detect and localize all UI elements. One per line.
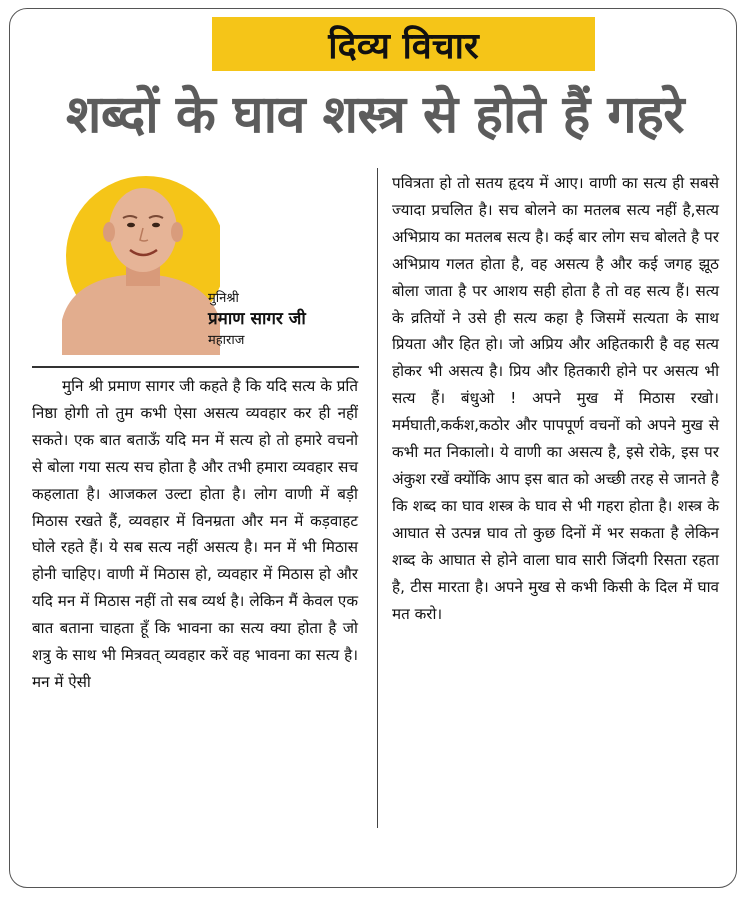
section-title: दिव्य विचार (328, 25, 479, 67)
article-left-column (32, 373, 358, 696)
portrait-ear-left (103, 222, 115, 242)
article-right-column (392, 170, 719, 627)
author-suffix: महाराज (208, 333, 245, 348)
article-right-text: पवित्रता हो तो सतय हृदय में आए। वाणी का सत्य ही सबसे ज्यादा प्रचलित है। सच बोलने का मतलब सत्य नहीं है,सत्य अभिप्राय का मतलब सत्य है। कई बार लोग सच बोलते है पर अभिप्राय गलत होता है, वह असत्य है और कई जगह झूठ बोला जाता है पर आशय सही होता है तो वह सत्य हैं। सत्य के व्रतियों ने उसे ही सत्य कहा है जिसमें सत्यता के साथ प्रियता और हित हो। जो अप्रिय और अहितकारी है वह सत्य होकर भी असत्य है। प्रिय और हितकारी होने पर असत्य भी सत्य हैं। बंधुओ ! अपने मुख में मिठास रखो। मर्मघाती,कर्कश,कठोर और पापपूर्ण वचनों को अपने मुख से कभी मत निकालो। ये वाणी का असत्य है, इसे रोके, इस पर अंकुश रखें क्योंकि आप इस बात को अच्छी तरह से जानते है कि शब्द का घाव शस्त्र के घाव से भी गहरा होता है। शस्त्र के आघात से उत्पन्न घाव तो कुछ दिनों में भर सकता है लेकिन शब्द के आघात से होने वाला घाव सारी जिंदगी रिसता रहता है, टीस मारता है। अपने मुख से कभी किसी के दिल में घाव मत करो। (392, 174, 719, 623)
portrait-eye-right (152, 223, 160, 228)
portrait-photo (60, 170, 220, 355)
section-banner (212, 17, 595, 71)
author-divider (32, 366, 359, 368)
headline: शब्दों के घाव शस्त्र से होते हैं गहरे (66, 85, 684, 145)
article-left-text: मुनि श्री प्रमाण सागर जी कहते है कि यदि सत्य के प्रति निष्ठा होगी तो तुम कभी ऐसा असत्य व्यवहार कर ही नहीं सकते। एक बात बताऊँ यदि मन में सत्य हो तो हमारे वचनो से बोला गया सत्य सच होता है और तभी हमारा व्यवहार सच कहलाता है। आजकल उल्टा होता है। लोग वाणी में बड़ी मिठास रखते हैं, व्यवहार में विनम्रता और मन में कड़वाहट घोले रहते हैं। ये सब सत्य नहीं असत्य है। मन में भी मिठास होनी चाहिए। वाणी में मिठास हो, व्यवहार में मिठास हो और यदि मन में मिठास नहीं तो सब व्यर्थ है। लेकिन मैं केवल एक बात बताना चाहता हूँ कि भावना का सत्य क्या होता है जो शत्रु के साथ भी मित्रवत् व्यवहार करें वह भावना का सत्य है। मन में ऐसी (32, 377, 358, 691)
column-divider (377, 168, 378, 828)
portrait-ear-right (171, 222, 183, 242)
author-prefix: मुनिश्री (208, 291, 239, 306)
portrait-eye-left (127, 223, 135, 228)
author-credit (208, 288, 306, 351)
author-name: प्रमाण सागर जी (208, 309, 306, 329)
